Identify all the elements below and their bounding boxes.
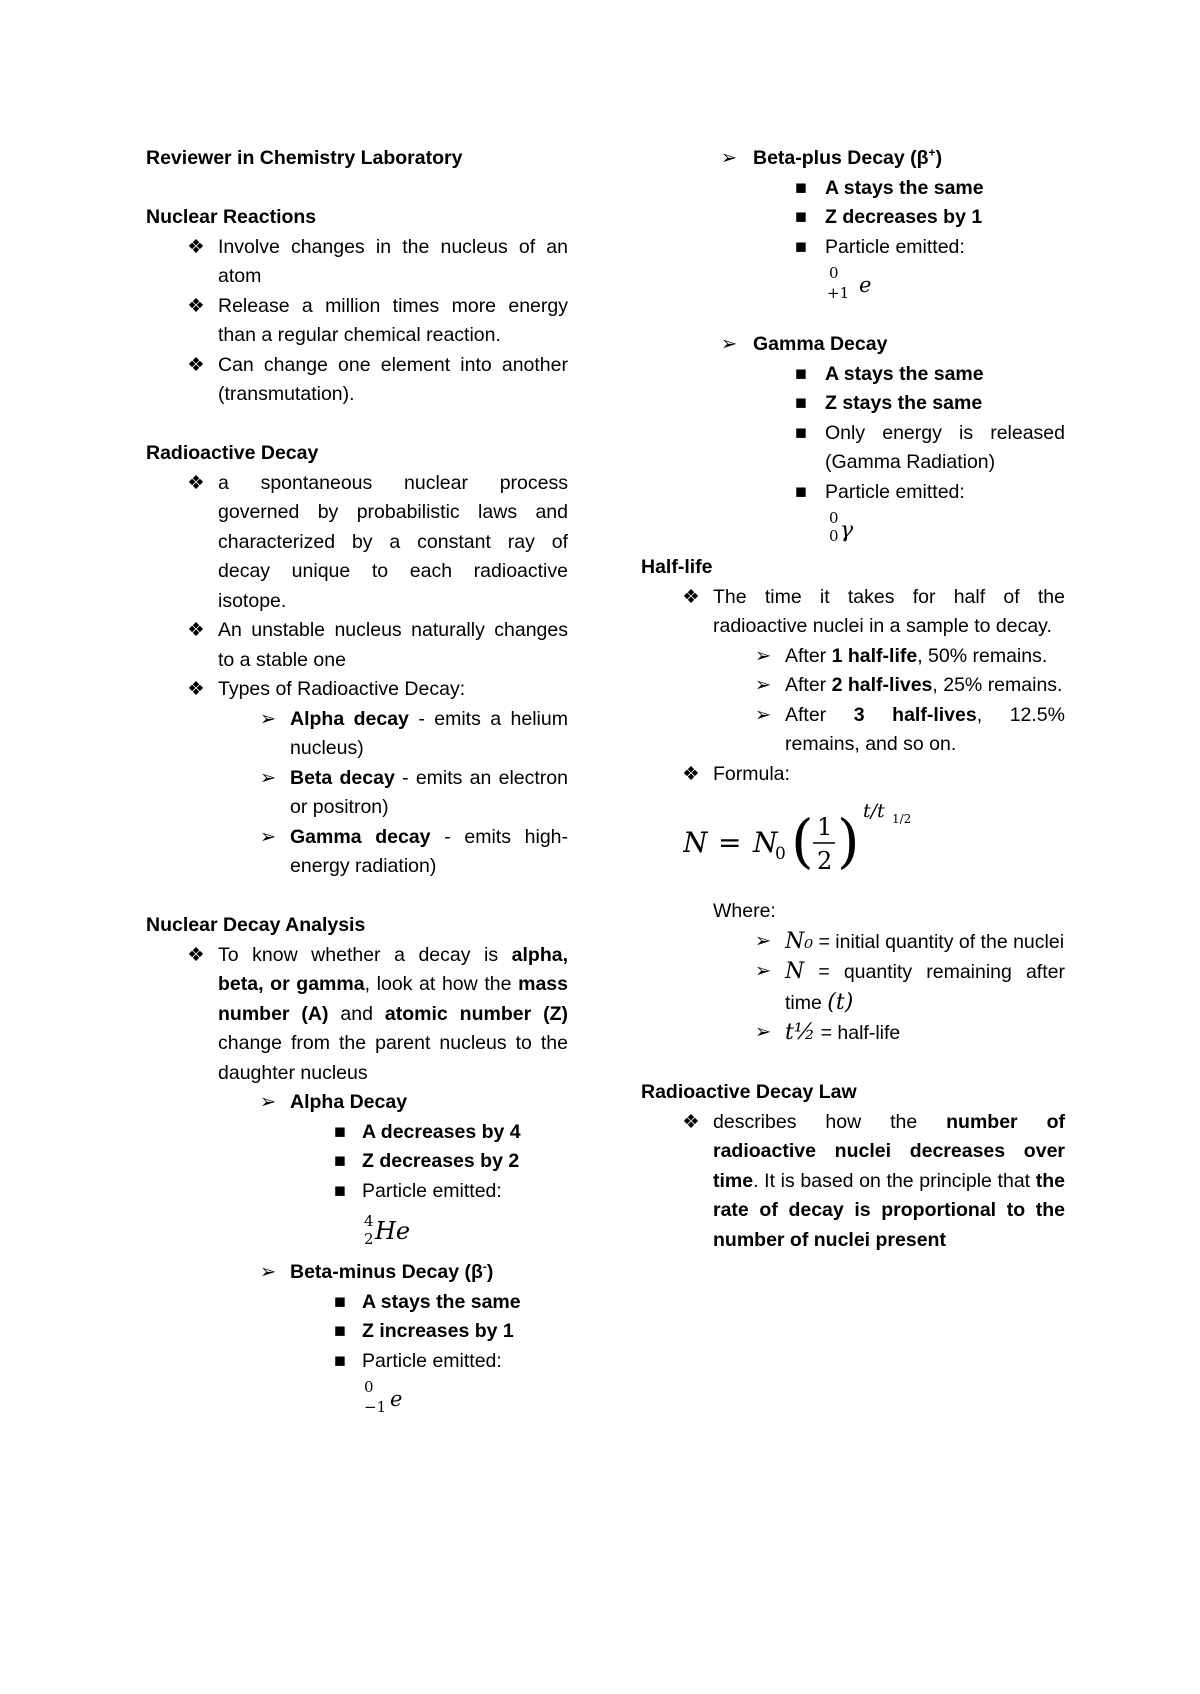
- heading-decay-law: Radioactive Decay Law: [641, 1081, 857, 1103]
- square-bullet-icon: ■: [795, 421, 807, 444]
- list-item: ■ Z decreases by 2: [146, 1147, 568, 1177]
- diamond-bullet-icon: ❖: [187, 471, 205, 494]
- arrow-bullet-icon: ➢: [259, 1091, 277, 1113]
- list-item: ❖ describes how the number of radioactive nuclei decreases over time. It is based on the principle that the rate of decay is proportional to the number of nuclei present: [641, 1108, 1065, 1256]
- formula-definition: ➢ t½ = half-life: [641, 1018, 1065, 1049]
- list-item: ❖ Formula:: [641, 760, 1065, 790]
- diamond-bullet-icon: ❖: [187, 294, 205, 317]
- formula-right-paren: ): [837, 807, 860, 875]
- heading-half-life: Half-life: [641, 556, 713, 578]
- half-life-step: ➢ After 2 half-lives, 25% remains.: [641, 671, 1065, 701]
- list-item: ■ Z increases by 1: [146, 1317, 568, 1347]
- gamma-particle-nuclide: [825, 507, 1065, 553]
- beta-plus-decay-item: ➢ Beta-plus Decay (β+): [643, 144, 1065, 174]
- arrow-bullet-icon: ➢: [259, 766, 277, 789]
- arrow-bullet-icon: ➢: [720, 333, 738, 355]
- diamond-bullet-icon: ❖: [187, 353, 205, 376]
- square-bullet-icon: ■: [795, 206, 807, 228]
- list-item: ❖ Release a million times more energy than a regular chemical reaction.: [146, 292, 568, 351]
- diamond-bullet-icon: ❖: [187, 235, 205, 258]
- diamond-bullet-icon: ❖: [682, 1110, 700, 1133]
- list-item: ■ A decreases by 4: [146, 1118, 568, 1148]
- square-bullet-icon: ■: [334, 1320, 346, 1342]
- arrow-bullet-icon: ➢: [754, 929, 772, 952]
- decay-type-item: ➢ Alpha decay - emits a helium nucleus): [146, 705, 568, 764]
- diamond-bullet-icon: ❖: [187, 678, 205, 700]
- list-item: ❖ a spontaneous nuclear process governed by probabilistic laws and characterized by a constant ray of decay unique to each radioactive isotope.: [146, 469, 568, 617]
- arrow-bullet-icon: ➢: [259, 1261, 277, 1283]
- nuclide-symbol: e: [859, 273, 872, 297]
- half-life-step: ➢ After 1 half-life, 50% remains.: [641, 642, 1065, 672]
- list-item: ■ Z decreases by 1: [643, 203, 1065, 233]
- decay-type-item: ➢ Beta decay - emits an electron or positron): [146, 764, 568, 823]
- square-bullet-icon: ■: [795, 480, 807, 503]
- list-item: ❖ Involve changes in the nucleus of an atom: [146, 233, 568, 292]
- beta-plus-particle-nuclide: [825, 262, 1065, 330]
- where-label: Where:: [713, 900, 776, 922]
- document-title: Reviewer in Chemistry Laboratory: [146, 147, 463, 169]
- diamond-bullet-icon: ❖: [682, 585, 700, 608]
- decay-type-item: ➢ Gamma decay - emits high-energy radiation): [146, 823, 568, 882]
- arrow-bullet-icon: ➢: [754, 644, 772, 667]
- formula-definition: ➢ N = quantity remaining after time (t): [641, 957, 1065, 1018]
- formula-exponent: t/t: [863, 800, 885, 822]
- formula-lhs: N: [683, 826, 708, 859]
- arrow-bullet-icon: ➢: [754, 960, 772, 982]
- formula-equals: =: [718, 826, 742, 859]
- nuclide-charge: −1: [364, 1398, 387, 1416]
- radioactive-decay-list: [146, 469, 568, 882]
- right-column: [643, 144, 1065, 1255]
- square-bullet-icon: ■: [334, 1290, 346, 1313]
- square-bullet-icon: ■: [795, 362, 807, 385]
- formula-n0-subscript: 0: [775, 844, 786, 864]
- formula-numerator: 1: [817, 813, 833, 841]
- list-item: ■ A stays the same: [643, 360, 1065, 390]
- list-item: ■ Z stays the same: [643, 389, 1065, 419]
- nuclide-charge: 2: [364, 1230, 374, 1248]
- decay-analysis-continued: [643, 144, 1065, 553]
- formula-n0: N: [753, 826, 778, 859]
- arrow-bullet-icon: ➢: [259, 825, 277, 848]
- formula-exponent-subscript: 1/2: [892, 812, 912, 826]
- arrow-bullet-icon: ➢: [259, 707, 277, 730]
- square-bullet-icon: ■: [795, 235, 807, 258]
- nuclide-symbol: e: [390, 1387, 403, 1411]
- arrow-bullet-icon: ➢: [720, 147, 738, 169]
- left-column: [146, 144, 568, 1428]
- diamond-bullet-icon: ❖: [187, 943, 205, 966]
- list-item: ❖ An unstable nucleus naturally changes to a stable one: [146, 616, 568, 675]
- list-item: ❖ Types of Radioactive Decay:: [146, 675, 568, 705]
- formula-definition: ➢ N₀ = initial quantity of the nuclei: [641, 927, 1065, 958]
- nuclear-reactions-list: [146, 233, 568, 410]
- list-item: ■ Particle emitted: 0 +1 e: [643, 233, 1065, 331]
- formula-left-paren: (: [791, 807, 814, 875]
- decay-law-list: [641, 1108, 1065, 1256]
- alpha-decay-item: ➢ Alpha Decay: [146, 1088, 568, 1118]
- nuclide-charge: 0: [829, 527, 839, 545]
- list-item: ■ Only energy is released (Gamma Radiation): [643, 419, 1065, 478]
- list-item: ❖ The time it takes for half of the radioactive nuclei in a sample to decay.: [641, 583, 1065, 642]
- decay-analysis-list: [146, 941, 568, 1429]
- square-bullet-icon: ■: [334, 1349, 346, 1372]
- gamma-decay-item: ➢ Gamma Decay: [643, 330, 1065, 360]
- heading-decay-analysis: Nuclear Decay Analysis: [146, 914, 366, 936]
- nuclide-mass: 0: [829, 509, 839, 527]
- half-life-list: [641, 583, 1065, 790]
- diamond-bullet-icon: ❖: [682, 762, 700, 785]
- formula-definitions: [641, 927, 1065, 1049]
- list-item: ■ Particle emitted: 4 2 He: [146, 1177, 568, 1259]
- nuclide-mass: 4: [364, 1212, 374, 1230]
- arrow-bullet-icon: ➢: [754, 703, 772, 726]
- nuclide-symbol: He: [375, 1217, 411, 1245]
- heading-nuclear-reactions: Nuclear Reactions: [146, 206, 317, 228]
- beta-minus-decay-item: ➢ Beta-minus Decay (β-): [146, 1258, 568, 1288]
- square-bullet-icon: ■: [795, 176, 807, 199]
- nuclide-symbol: γ: [840, 518, 854, 543]
- square-bullet-icon: ■: [334, 1179, 346, 1202]
- half-life-formula: [641, 797, 1065, 887]
- arrow-bullet-icon: ➢: [754, 674, 772, 696]
- diamond-bullet-icon: ❖: [187, 619, 205, 641]
- list-item: ❖ Can change one element into another (transmutation).: [146, 351, 568, 410]
- list-item: ■ A stays the same: [146, 1288, 568, 1318]
- square-bullet-icon: ■: [334, 1150, 346, 1172]
- list-item: ■ Particle emitted: 0 0 γ: [643, 478, 1065, 554]
- square-bullet-icon: ■: [334, 1120, 346, 1143]
- nuclide-mass: 0: [829, 264, 839, 282]
- arrow-bullet-icon: ➢: [754, 1021, 772, 1043]
- list-item: ❖ To know whether a decay is alpha, beta, or gamma, look at how the mass number (A) and atomic number (Z) change from the parent nucleus to the daughter nucleus: [146, 941, 568, 1089]
- list-item: ■ Particle emitted: 0 −1 e: [146, 1347, 568, 1429]
- nuclide-charge: +1: [827, 284, 850, 302]
- half-life-step: ➢ After 3 half-lives, 12.5% remains, and so on.: [641, 701, 1065, 760]
- list-item: ■ A stays the same: [643, 174, 1065, 204]
- beta-minus-particle-nuclide: [362, 1376, 568, 1428]
- heading-radioactive-decay: Radioactive Decay: [146, 442, 319, 464]
- formula-denominator: 2: [817, 847, 833, 875]
- square-bullet-icon: ■: [795, 392, 807, 414]
- alpha-particle-nuclide: [362, 1206, 568, 1258]
- nuclide-mass: 0: [364, 1378, 374, 1396]
